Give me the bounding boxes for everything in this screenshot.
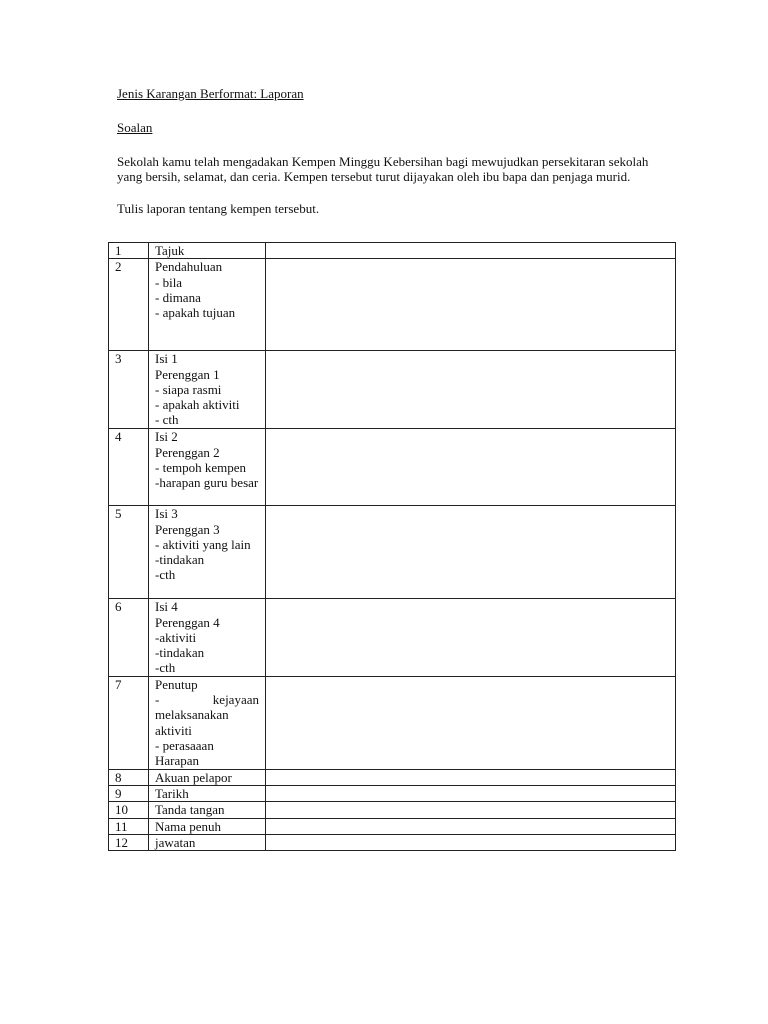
table-row [109,769,676,785]
item-line: Isi 3 [155,506,178,522]
item-line: -cth [155,567,176,583]
section-label: Soalan [117,120,153,135]
item-line: Penutup [155,676,198,692]
row-item [149,259,266,351]
row-number: 7 [109,676,149,769]
answer-cell[interactable] [266,676,676,769]
table-row [109,818,676,834]
table-row [109,429,676,506]
item-line: Harapan [155,753,200,769]
table-row [109,243,676,259]
table-row [109,834,676,850]
row-item [149,506,266,599]
row-number: 1 [109,243,149,259]
table-row [109,259,676,351]
item-line: -harapan guru besar [155,475,259,491]
item-line: Perenggan 4 [155,614,220,630]
item-line: Tanda tangan [155,802,225,818]
answer-cell[interactable] [266,786,676,802]
item-line: - bila [155,274,183,290]
table-row [109,676,676,769]
row-item [149,599,266,676]
table-row [109,786,676,802]
item-line: Akuan pelapor [155,769,232,785]
answer-cell[interactable] [266,599,676,676]
item-line: Tajuk [155,243,185,258]
item-line: - tempoh kempen [155,459,246,475]
row-item [149,802,266,818]
row-number: 9 [109,786,149,802]
row-item [149,818,266,834]
row-item [149,834,266,850]
row-item [149,243,266,259]
row-item [149,786,266,802]
item-line: Tarikh [155,786,189,802]
item-line: - perasaaan [155,737,214,753]
answer-cell[interactable] [266,818,676,834]
item-line: -aktiviti [155,629,197,645]
row-number: 6 [109,599,149,676]
table-row [109,506,676,599]
item-line: Isi 1 [155,351,178,367]
table-row [109,351,676,429]
item-line: - apakah tujuan [155,305,236,321]
answer-cell[interactable] [266,506,676,599]
answer-cell[interactable] [266,769,676,785]
answer-cell[interactable] [266,351,676,429]
item-line: jawatan [155,834,196,850]
table-row [109,599,676,676]
answer-cell[interactable] [266,429,676,506]
row-number: 3 [109,351,149,429]
answer-cell[interactable] [266,259,676,351]
item-line: - kejayaan melaksanakan aktiviti [155,692,259,738]
table-row [109,802,676,818]
document-body [117,86,677,216]
row-number: 8 [109,769,149,785]
row-item [149,769,266,785]
item-line: Perenggan 3 [155,521,220,537]
item-line: -cth [155,660,176,676]
question-paragraph: Sekolah kamu telah mengadakan Kempen Minggu Kebersihan bagi mewujudkan persekitaran sekolah yang bersih, selamat, dan ceria. Kempen tersebut turut dijayakan oleh ibu bapa dan penjaga murid. [117,154,649,184]
row-number: 10 [109,802,149,818]
document-heading: Jenis Karangan Berformat: Laporan [117,86,304,101]
row-item [149,676,266,769]
item-line: Perenggan 1 [155,366,220,382]
item-line: -tindakan [155,552,205,568]
row-number: 4 [109,429,149,506]
row-number: 5 [109,506,149,599]
outline-table-body [109,243,676,851]
item-line: Nama penuh [155,818,222,834]
row-number: 11 [109,818,149,834]
row-number: 2 [109,259,149,351]
row-item [149,429,266,506]
row-item [149,351,266,429]
answer-cell[interactable] [266,802,676,818]
item-line: Isi 4 [155,599,178,615]
outline-table [108,242,676,851]
item-line: - dimana [155,289,201,305]
item-line: - aktiviti yang lain [155,536,251,552]
answer-cell[interactable] [266,243,676,259]
instruction-text: Tulis laporan tentang kempen tersebut. [117,201,320,216]
item-line: Pendahuluan [155,259,223,275]
item-line: - cth [155,412,179,428]
item-line: - apakah aktiviti [155,397,240,413]
answer-cell[interactable] [266,834,676,850]
row-number: 12 [109,834,149,850]
item-line: - siapa rasmi [155,381,222,397]
item-line: -tindakan [155,645,205,661]
item-line: Isi 2 [155,429,178,445]
item-line: Perenggan 2 [155,444,220,460]
